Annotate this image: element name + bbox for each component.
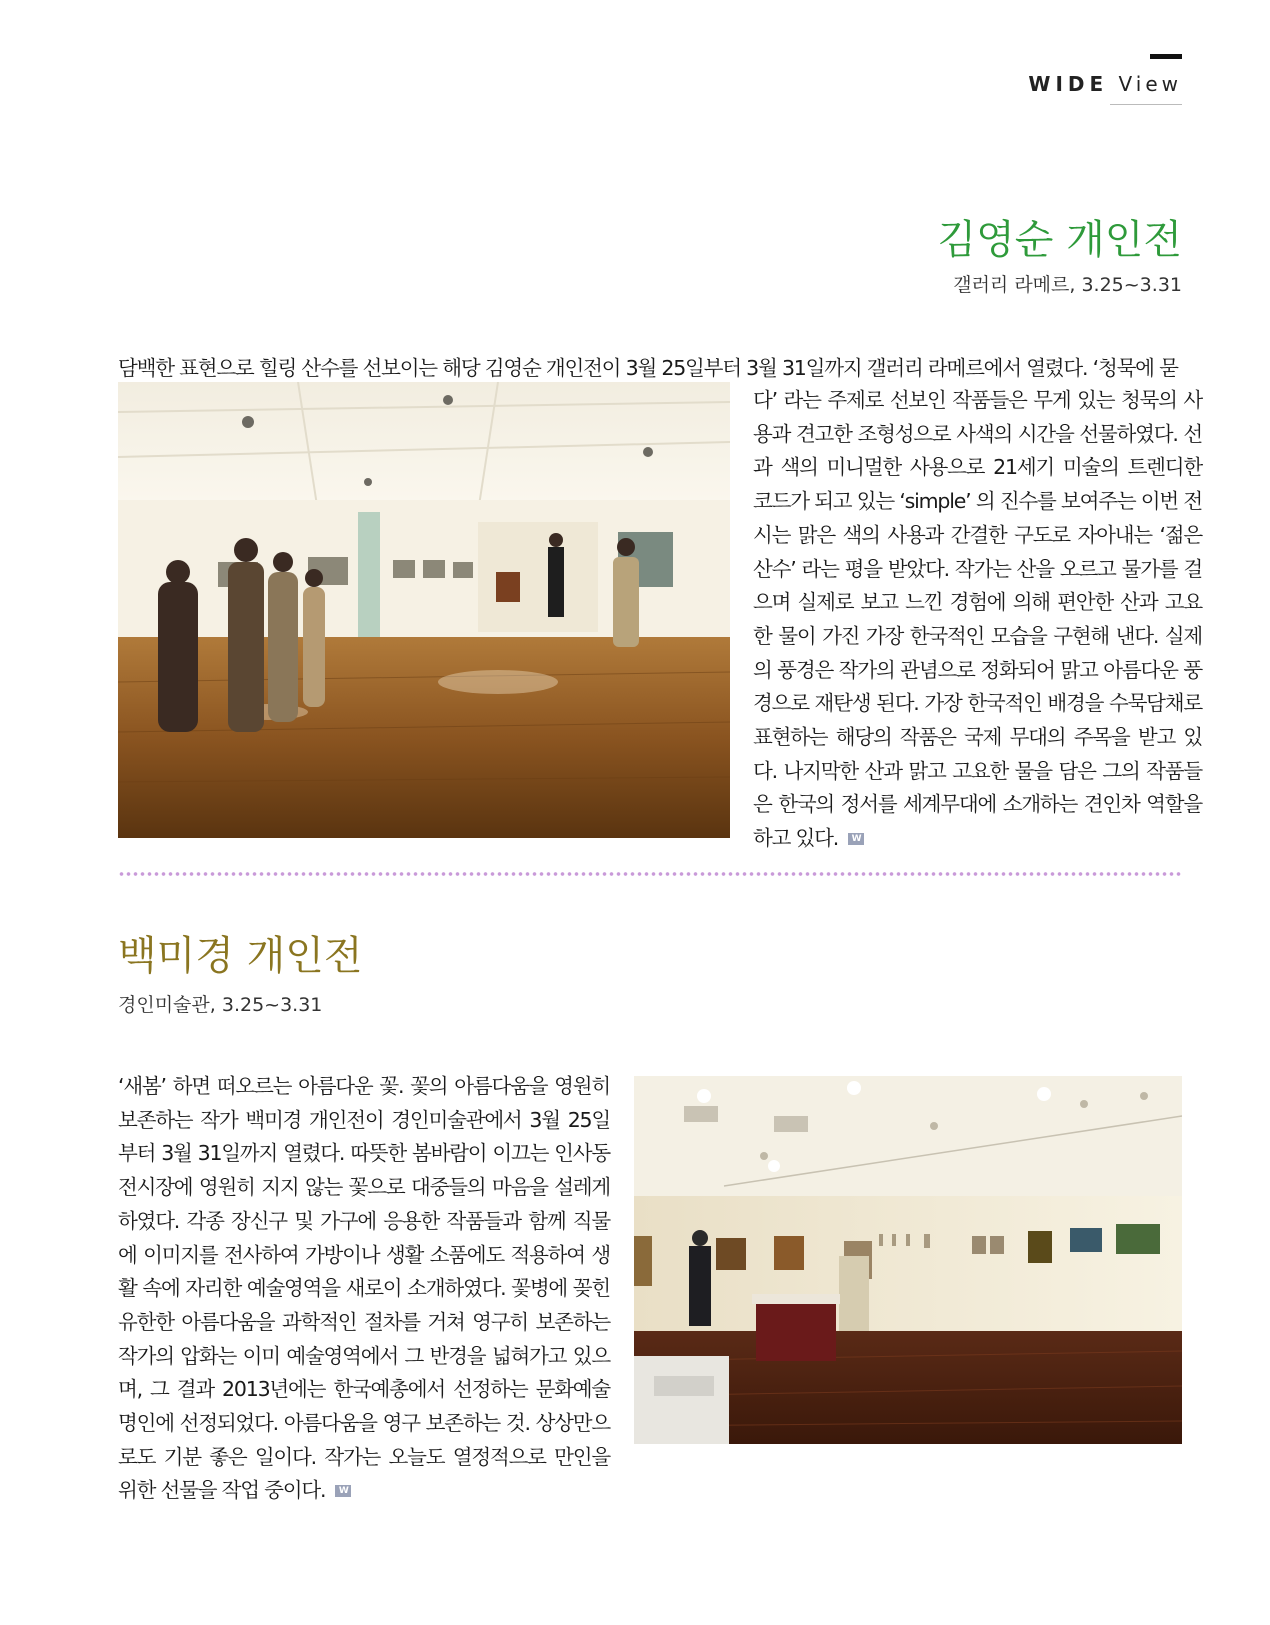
lead-paragraph-1: 담백한 표현으로 힐링 산수를 선보이는 해당 김영순 개인전이 3월 25일부터 3월 31일까지 갤러리 라메르에서 열렸다. ‘청묵에 묻 <box>118 356 1178 380</box>
end-mark-icon: W <box>848 833 864 845</box>
section-tag: WIDE View <box>1028 72 1182 96</box>
exhibition-title-1: 김영순 개인전 <box>937 217 1182 263</box>
body-text-1: 다’ 라는 주제로 선보인 작품들은 무게 있는 청묵의 사용과 견고한 조형성으로 사색의 시간을 선물하였다. 선과 색의 미니멀한 사용으로 21세기 미술의 트렌디한 코드가 되고 있는 ‘simple’ 의 진수를 보여주는 이번 전시는 맑은 색의 사용과 간결한 구도로 자아내는 ‘젊은 산수’ 라는 평을 받았다. 작가는 산을 오르고 물가를 걸으며 실제로 보고 느낀 경험에 의해 편안한 산과 고요한 물이 가진 가장 한국적인 모습을 구현해 낸다. 실제의 풍경은 작가의 관념으로 정화되어 맑고 아름다운 풍경으로 재탄생 된다. 가장 한국적인 배경을 수묵담채로 표현하는 해당의 작품은 국제 무대의 주목을 받고 있다. 나지막한 산과 맑고 고요한 물을 담은 그의 작품들은 한국의 정서를 세계무대에 소개하는 견인차 역할을 하고 있다. W <box>753 388 1202 851</box>
header-rule <box>1110 104 1182 105</box>
end-mark-icon: W <box>335 1485 351 1497</box>
gallery-photo-1 <box>118 382 730 838</box>
exhibition-title-2: 백미경 개인전 <box>118 933 363 979</box>
body-text-2: ‘새봄’ 하면 떠오르는 아름다운 꽃. 꽃의 아름다움을 영원히 보존하는 작가 백미경 개인전이 경인미술관에서 3월 25일부터 3월 31일까지 열렸다. 따뜻한 봄바람이 이끄는 인사동 전시장에 영원히 지지 않는 꽃으로 대중들의 마음을 설레게 하였다. 각종 장신구 및 가구에 응용한 작품들과 함께 직물에 이미지를 전사하여 가방이나 생활 소품에도 적용하여 생활 속에 자리한 예술영역을 새로이 소개하였다. 꽃병에 꽂힌 유한한 아름다움을 과학적인 절차를 거쳐 영구히 보존하는 작가의 압화는 이미 예술영역에서 그 반경을 넓혀가고 있으며, 그 결과 2013년에는 한국예총에서 선정하는 문화예술명인에 선정되었다. 아름다움을 영구 보존하는 것. 상상만으로도 기분 좋은 일이다. 작가는 오늘도 열정적으로 만인을 위한 선물을 작업 중이다. W <box>118 1074 610 1503</box>
dotted-divider <box>118 870 1182 878</box>
exhibition-subtitle-2: 경인미술관, 3.25~3.31 <box>118 994 323 1016</box>
header-bar <box>1150 54 1182 59</box>
gallery-photo-2 <box>634 1076 1182 1444</box>
exhibition-subtitle-1: 갤러리 라메르, 3.25~3.31 <box>953 274 1182 296</box>
